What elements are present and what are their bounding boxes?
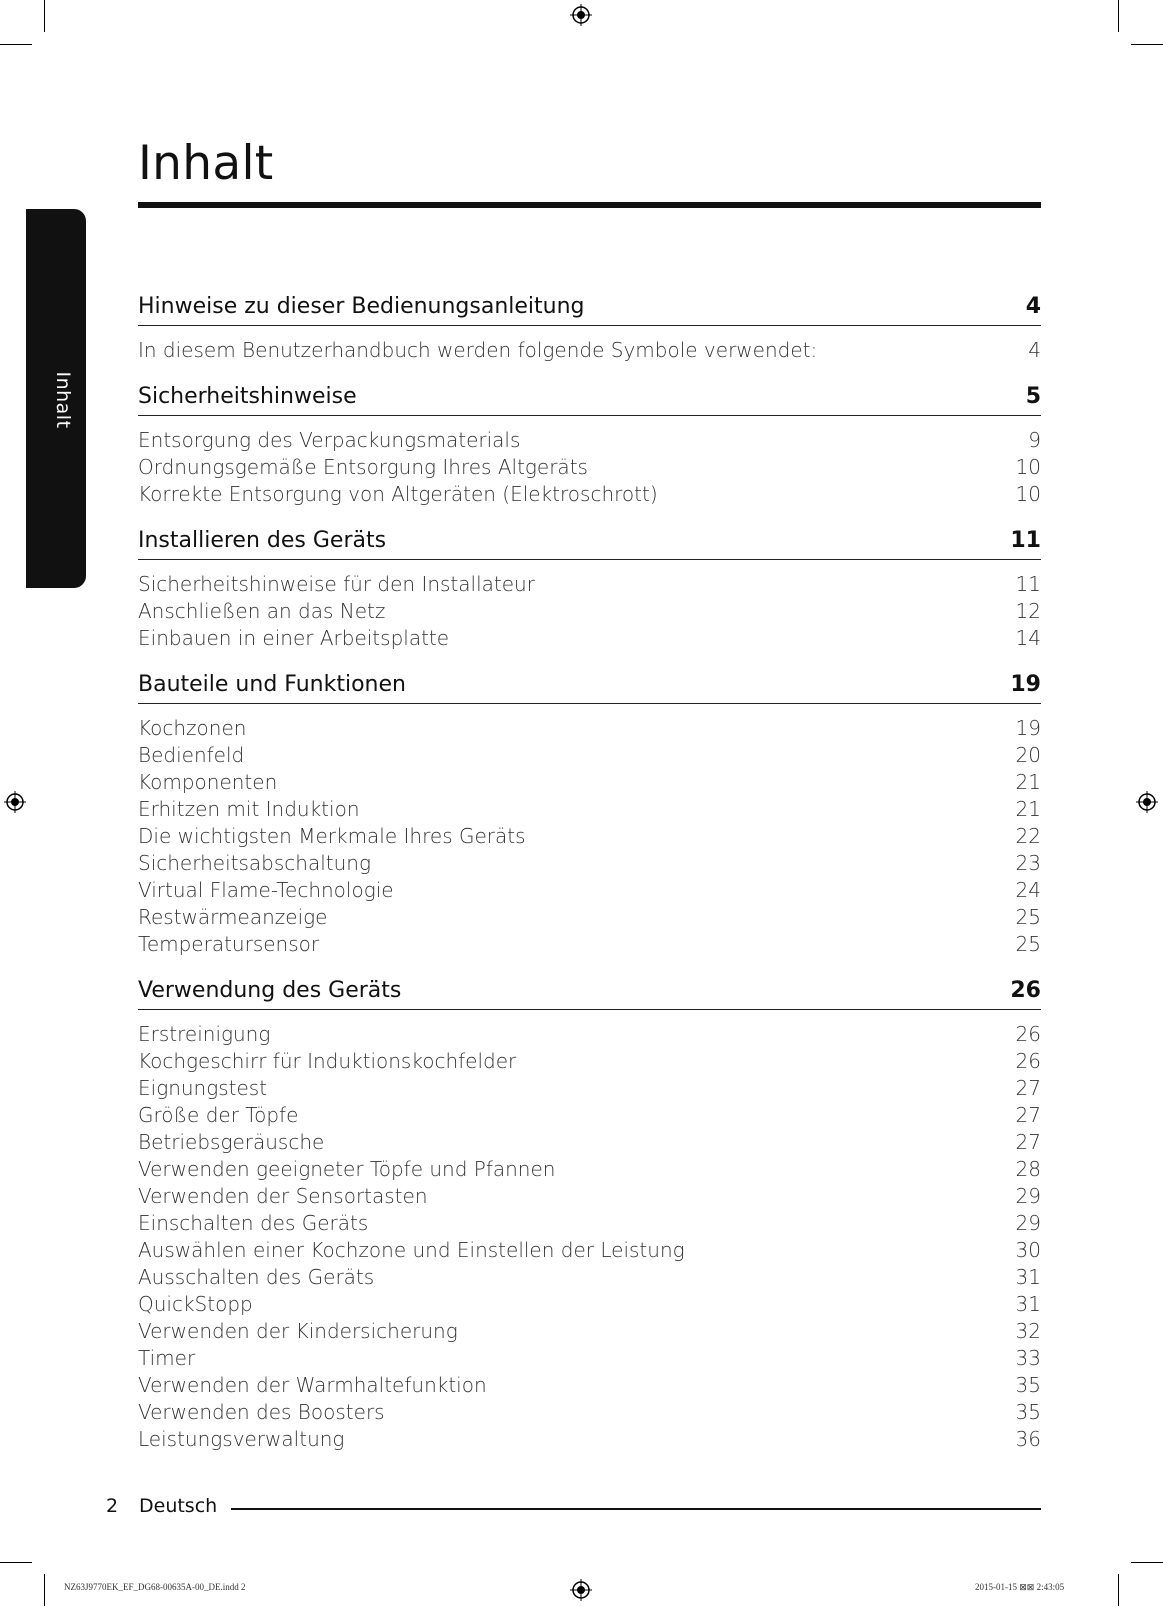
toc-entry-title: In diesem Benutzerhandbuch werden folgende Symbole verwendet:: [138, 338, 818, 362]
toc-entry-page: 10: [1015, 455, 1041, 479]
toc-entry-page: 22: [1015, 824, 1041, 848]
crop-mark: [1131, 44, 1163, 45]
toc-entry[interactable]: [138, 1399, 1041, 1426]
toc-section-title: Sicherheitshinweise: [138, 384, 357, 409]
toc-entry-title: Größe der Töpfe: [138, 1103, 299, 1127]
toc-entry-page: 31: [1015, 1265, 1041, 1289]
toc-entry-title: Entsorgung des Verpackungsmaterials: [138, 428, 521, 452]
toc-entry-page: 30: [1015, 1238, 1041, 1262]
toc-entry[interactable]: [138, 1345, 1041, 1372]
toc-section-title: Verwendung des Geräts: [138, 978, 402, 1003]
registration-mark-icon: [1136, 791, 1158, 813]
toc-entry-title: Anschließen an das Netz: [138, 599, 386, 623]
toc-entry-page: 10: [1015, 482, 1041, 506]
toc-entry-page: 21: [1015, 797, 1041, 821]
print-slug-file: NZ63J9770EK_EF_DG68-00635A-00_DE.indd 2: [64, 1582, 246, 1592]
toc-section-header[interactable]: [138, 666, 1041, 704]
toc-entry[interactable]: [138, 1291, 1041, 1318]
crop-mark: [1118, 0, 1119, 32]
toc-section: [138, 522, 1041, 652]
toc-entry-list: [138, 326, 1041, 364]
toc-section-title: Bauteile und Funktionen: [138, 672, 406, 697]
toc-entry[interactable]: [138, 1318, 1041, 1345]
toc-entry-page: 29: [1015, 1211, 1041, 1235]
toc-section-page: 11: [1010, 528, 1041, 553]
toc-entry[interactable]: [138, 454, 1041, 481]
toc-section: [138, 378, 1041, 508]
toc-entry-page: 28: [1015, 1157, 1041, 1181]
toc-section-title: Hinweise zu dieser Bedienungsanleitung: [138, 294, 585, 319]
toc-entry-title: Ordnungsgemäße Entsorgung Ihres Altgeräts: [138, 455, 588, 479]
toc-section: [138, 666, 1041, 958]
toc-entry-page: 23: [1015, 851, 1041, 875]
toc-entry-page: 14: [1015, 626, 1041, 650]
toc-entry[interactable]: [138, 1102, 1041, 1129]
toc-entry-title: Erhitzen mit Induktion: [138, 797, 360, 821]
toc-entry-title: Eignungstest: [138, 1076, 268, 1100]
toc-entry[interactable]: [138, 850, 1041, 877]
toc-entry[interactable]: [138, 1075, 1041, 1102]
footer-language: Deutsch: [139, 1495, 218, 1517]
toc-entry-list: [138, 560, 1041, 652]
toc-entry[interactable]: [138, 1210, 1041, 1237]
toc-entry-page: 27: [1015, 1130, 1041, 1154]
toc-entry-page: 24: [1015, 878, 1041, 902]
toc-entry[interactable]: [138, 715, 1041, 742]
toc-entry[interactable]: [138, 931, 1041, 958]
crop-mark: [44, 1574, 45, 1606]
toc-section-page: 4: [1025, 294, 1041, 319]
toc-entry-title: Verwenden geeigneter Töpfe und Pfannen: [138, 1157, 556, 1181]
toc-entry[interactable]: [138, 481, 1041, 508]
toc-entry-page: 4: [1028, 338, 1041, 362]
toc-section-page: 19: [1010, 672, 1041, 697]
toc-entry[interactable]: [138, 1156, 1041, 1183]
toc-entry[interactable]: [138, 1048, 1041, 1075]
toc-entry[interactable]: [138, 877, 1041, 904]
toc-section-page: 5: [1025, 384, 1041, 409]
registration-mark-icon: [570, 4, 592, 26]
toc-entry-title: Bedienfeld: [138, 743, 245, 767]
registration-mark-icon: [4, 791, 26, 813]
toc-entry-page: 33: [1015, 1346, 1041, 1370]
toc-section-header[interactable]: [138, 288, 1041, 326]
toc-entry-title: Virtual Flame-Technologie: [138, 878, 394, 902]
toc-entry-title: QuickStopp: [138, 1292, 253, 1316]
toc-entry-list: [138, 416, 1041, 508]
toc-entry-page: 26: [1015, 1022, 1041, 1046]
print-slug-timestamp: 2015-01-15 ⊠⊠ 2:43:05: [975, 1582, 1065, 1592]
toc-entry-page: 29: [1015, 1184, 1041, 1208]
toc-section-header[interactable]: [138, 972, 1041, 1010]
table-of-contents: [138, 288, 1041, 1467]
toc-entry-title: Die wichtigsten Merkmale Ihres Geräts: [138, 824, 526, 848]
toc-entry-page: 31: [1015, 1292, 1041, 1316]
toc-entry[interactable]: [138, 823, 1041, 850]
toc-entry-page: 25: [1015, 932, 1041, 956]
toc-entry[interactable]: [138, 337, 1041, 364]
toc-entry-page: 27: [1015, 1076, 1041, 1100]
crop-mark: [44, 0, 45, 32]
toc-section: [138, 972, 1041, 1453]
toc-entry[interactable]: [138, 769, 1041, 796]
toc-entry-page: 19: [1015, 716, 1041, 740]
toc-entry[interactable]: [138, 796, 1041, 823]
toc-entry-title: Timer: [138, 1346, 196, 1370]
toc-entry[interactable]: [138, 1237, 1041, 1264]
toc-entry[interactable]: [138, 904, 1041, 931]
toc-entry-title: Einschalten des Geräts: [138, 1211, 369, 1235]
toc-entry-title: Kochgeschirr für Induktionskochfelder: [138, 1049, 517, 1073]
toc-entry[interactable]: [138, 427, 1041, 454]
toc-section-header[interactable]: [138, 522, 1041, 560]
toc-entry-page: 35: [1015, 1400, 1041, 1424]
toc-entry-page: 11: [1015, 572, 1041, 596]
toc-section-header[interactable]: [138, 378, 1041, 416]
toc-entry-title: Temperatursensor: [138, 932, 320, 956]
toc-entry-title: Verwenden der Sensortasten: [138, 1184, 428, 1208]
registration-mark-icon: [570, 1579, 592, 1601]
toc-entry[interactable]: [138, 1129, 1041, 1156]
toc-entry-title: Leistungsverwaltung: [138, 1427, 345, 1451]
toc-entry-page: 21: [1015, 770, 1041, 794]
toc-entry-title: Korrekte Entsorgung von Altgeräten (Elektroschrott): [138, 482, 658, 506]
toc-entry[interactable]: [138, 571, 1041, 598]
toc-entry-page: 35: [1015, 1373, 1041, 1397]
footer-rule: [231, 1508, 1041, 1510]
toc-entry-title: Ausschalten des Geräts: [138, 1265, 375, 1289]
toc-entry-page: 20: [1015, 743, 1041, 767]
toc-entry[interactable]: [138, 1264, 1041, 1291]
toc-entry-list: [138, 1010, 1041, 1453]
toc-entry[interactable]: [138, 1021, 1041, 1048]
crop-mark: [0, 44, 32, 45]
toc-entry[interactable]: [138, 598, 1041, 625]
toc-entry-list: [138, 704, 1041, 958]
toc-entry-page: 36: [1015, 1427, 1041, 1451]
toc-entry[interactable]: [138, 1372, 1041, 1399]
toc-entry-title: Verwenden der Kindersicherung: [138, 1319, 458, 1343]
toc-entry[interactable]: [138, 742, 1041, 769]
toc-entry-page: 12: [1015, 599, 1041, 623]
toc-entry-page: 32: [1015, 1319, 1041, 1343]
toc-section-title: Installieren des Geräts: [138, 528, 387, 553]
toc-entry-title: Sicherheitsabschaltung: [138, 851, 371, 875]
toc-section-page: 26: [1010, 978, 1041, 1003]
page-title: Inhalt: [138, 136, 274, 191]
toc-entry-title: Verwenden des Boosters: [138, 1400, 385, 1424]
toc-entry-title: Kochzonen: [138, 716, 247, 740]
side-tab-label: Inhalt: [52, 371, 74, 429]
crop-mark: [0, 1562, 32, 1563]
toc-entry-page: 9: [1028, 428, 1041, 452]
toc-entry-title: Betriebsgeräusche: [138, 1130, 325, 1154]
toc-entry-page: 26: [1015, 1049, 1041, 1073]
toc-entry-title: Restwärmeanzeige: [138, 905, 328, 929]
toc-entry-title: Verwenden der Warmhaltefunktion: [138, 1373, 487, 1397]
crop-mark: [1118, 1574, 1119, 1606]
toc-entry[interactable]: [138, 1426, 1041, 1453]
toc-entry[interactable]: [138, 625, 1041, 652]
toc-entry-title: Sicherheitshinweise für den Installateur: [138, 572, 535, 596]
toc-entry-title: Erstreinigung: [138, 1022, 271, 1046]
title-rule: [138, 202, 1041, 208]
crop-mark: [1131, 1562, 1163, 1563]
page-number: 2: [106, 1495, 119, 1517]
toc-entry-page: 27: [1015, 1103, 1041, 1127]
toc-entry-title: Einbauen in einer Arbeitsplatte: [138, 626, 450, 650]
toc-section: [138, 288, 1041, 364]
toc-entry-title: Komponenten: [138, 770, 278, 794]
toc-entry-page: 25: [1015, 905, 1041, 929]
toc-entry-title: Auswählen einer Kochzone und Einstellen der Leistung: [138, 1238, 685, 1262]
toc-entry[interactable]: [138, 1183, 1041, 1210]
